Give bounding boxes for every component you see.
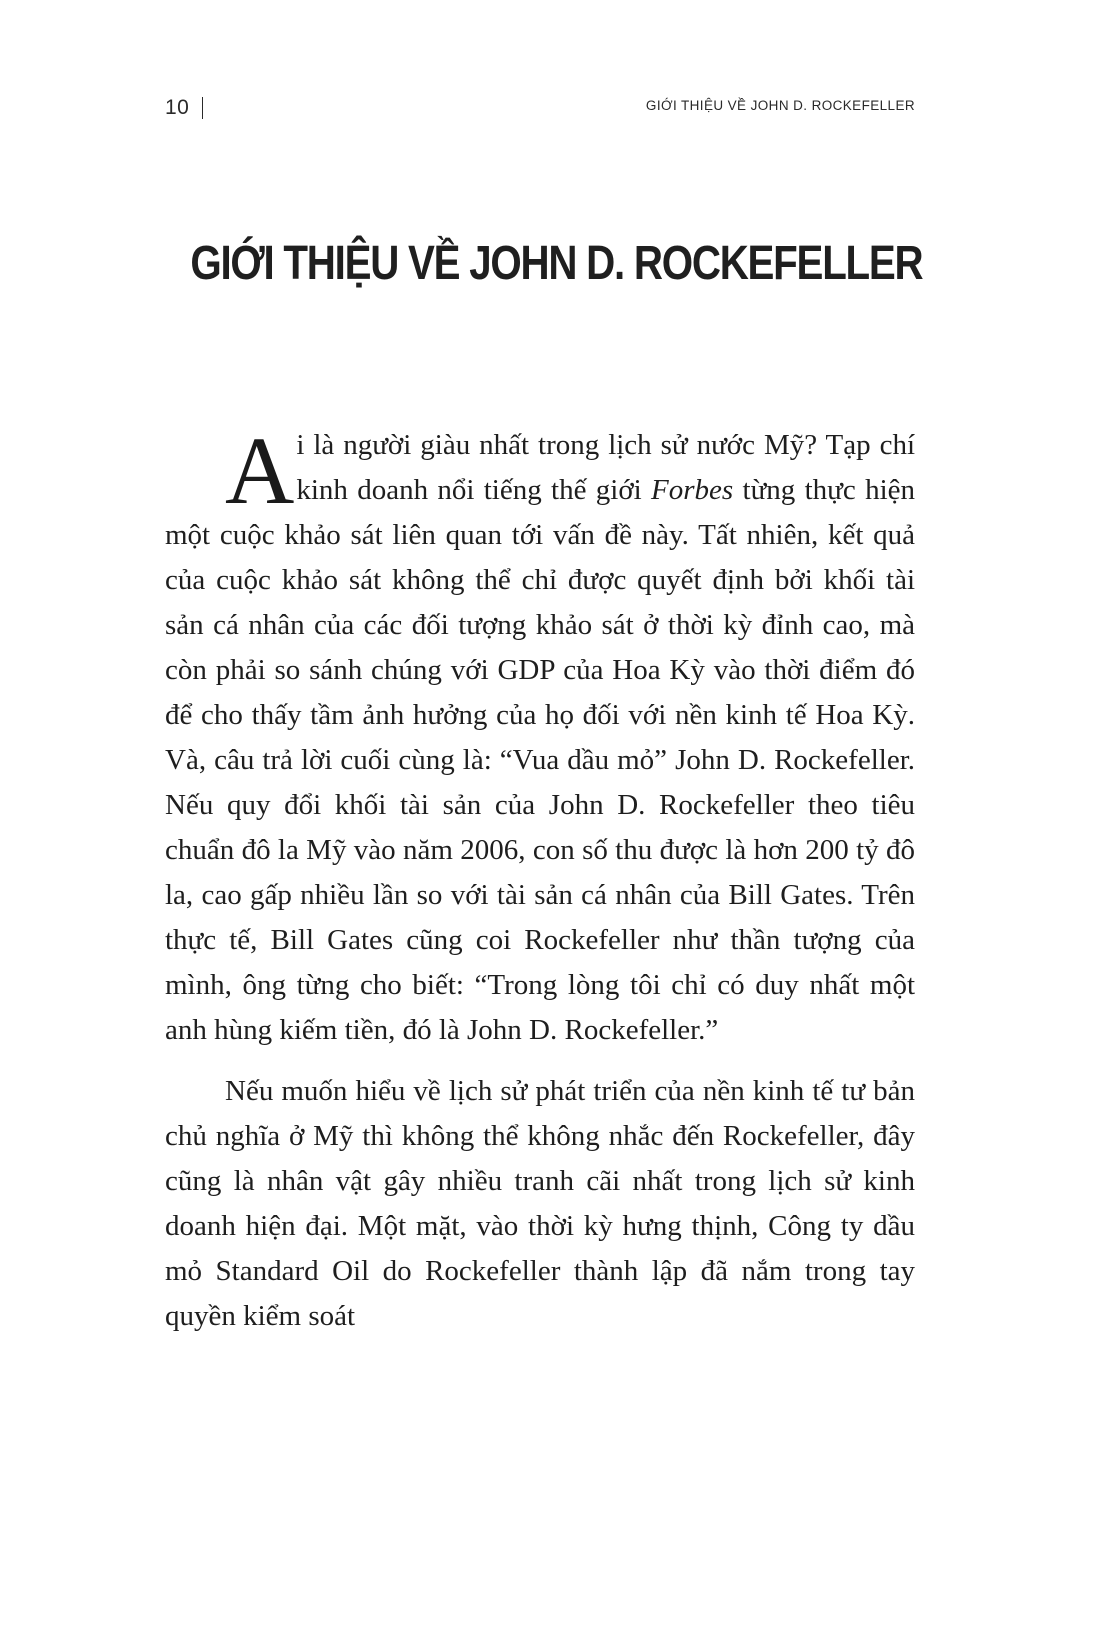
magazine-name: Forbes [651, 474, 734, 506]
running-title: GIỚI THIỆU VỀ JOHN D. ROCKEFELLER [645, 98, 915, 113]
running-header [165, 94, 915, 124]
drop-cap: A [225, 417, 295, 524]
header-divider [202, 97, 203, 119]
paragraph-1-text-end: từng thực hiện một cuộc khảo sát liên quan tới vấn đề này. Tất nhiên, kết quả của cuộc khảo sát không thể chỉ được quyết định bởi khối tài sản cá nhân của các đối tượng khảo sát ở thời kỳ đỉnh cao, mà còn phải so sánh chúng với GDP của Hoa Kỳ vào thời điểm đó để cho thấy tầm ảnh hưởng của họ đối với nền kinh tế Hoa Kỳ. Và, câu trả lời cuối cùng là: “Vua dầu mỏ” John D. Rockefeller. Nếu quy đổi khối tài sản của John D. Rockefeller theo tiêu chuẩn đô la Mỹ vào năm 2006, con số thu được là hơn 200 tỷ đô la, cao gấp nhiều lần so với tài sản cá nhân của Bill Gates. Trên thực tế, Bill Gates cũng coi Rockefeller như thần tượng của mình, ông từng cho biết: “Trong lòng tôi chỉ có duy nhất một anh hùng kiếm tiền, đó là John D. Rockefeller.” [165, 474, 915, 1046]
body-text [165, 417, 915, 1339]
chapter-title: GIỚI THIỆU VỀ JOHN D. ROCKEFELLER [190, 237, 923, 290]
page-number: 10 [165, 96, 190, 119]
paragraph-2: Nếu muốn hiểu về lịch sử phát triển của nền kinh tế tư bản chủ nghĩa ở Mỹ thì không thể không nhắc đến Rockefeller, đây cũng là nhân vật gây nhiều tranh cãi nhất trong lịch sử kinh doanh hiện đại. Một mặt, vào thời kỳ hưng thịnh, Công ty dầu mỏ Standard Oil do Rockefeller thành lập đã nắm trong tay quyền kiểm soát [165, 1075, 915, 1332]
paragraph-1-text-start: i là người giàu nhất trong lịch sử nước Mỹ? Tạp chí kinh doanh nổi tiếng thế giới [296, 429, 915, 506]
paragraph-1 [165, 417, 915, 1053]
